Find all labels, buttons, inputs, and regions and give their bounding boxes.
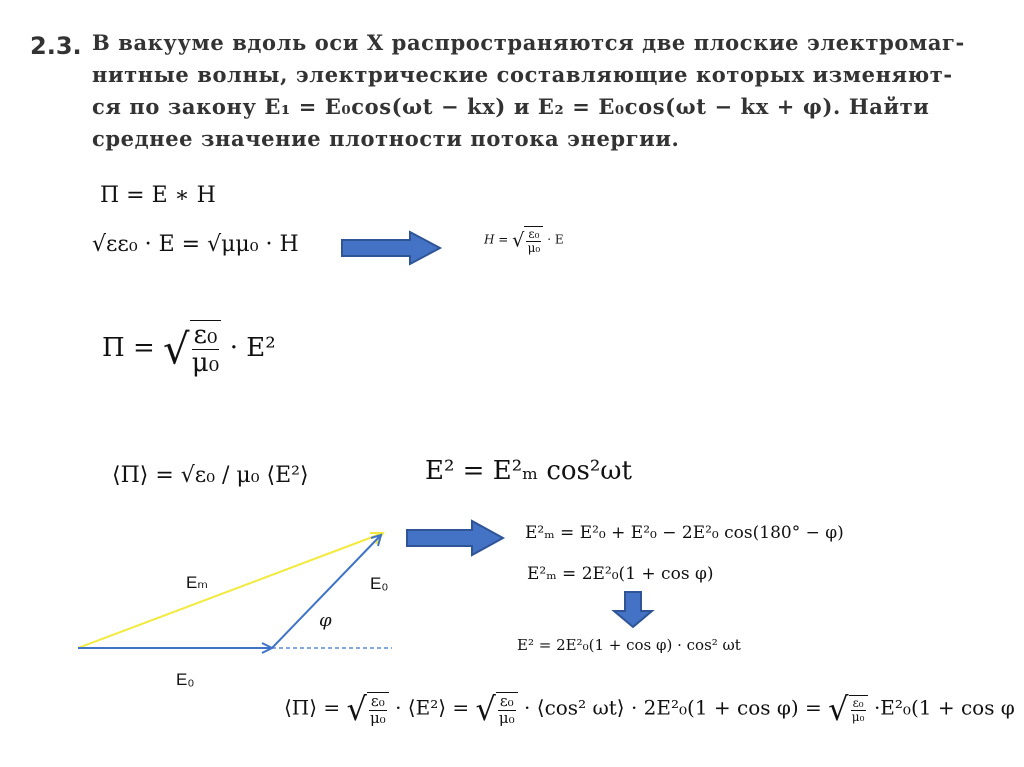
vector-e0-right-line — [272, 535, 381, 648]
equation-em-simplified: E²ₘ = 2E²₀(1 + cos φ) — [527, 564, 714, 584]
pi-frac-num: ε₀ — [193, 320, 218, 350]
final-frac3-num: ε₀ — [852, 696, 864, 711]
block-arrow-right-2 — [407, 521, 503, 555]
problem-line-3: ся по закону E₁ = E₀cos(ωt − kx) и E₂ = E₀cos(ωt − kx + φ). Найти — [92, 94, 930, 119]
h-sqrt: √ $\frac{\text{ε₀}}{\text{μ₀}}$ — [512, 226, 543, 254]
final-frac2-den: μ₀ — [498, 708, 515, 727]
equation-poynting: Π = E ∗ H — [100, 183, 216, 208]
problem-line-4: среднее значение плотности потока энергии. — [92, 126, 680, 151]
label-e0-bottom: E₀ — [176, 670, 195, 689]
problem-number: 2.3. — [30, 32, 82, 60]
pi-rhs: · E² — [229, 332, 276, 363]
final-frac1-num: ε₀ — [370, 691, 385, 710]
equation-average-pi: ⟨Π⟩ = √ε₀ / μ₀ ⟨E²⟩ — [112, 463, 309, 488]
final-sqrt-2: √ $\frac{\text{ε₀}}{\text{μ₀}}$ — [476, 690, 518, 728]
final-sqrt-3: √ $\frac{\text{ε₀}}{\text{μ₀}}$ — [828, 690, 867, 728]
pi-lhs: Π = — [102, 332, 155, 363]
h-frac-den: μ₀ — [527, 240, 541, 255]
equation-law-of-cosines: E²ₘ = E²₀ + E²₀ − 2E²₀ cos(180° − φ) — [525, 523, 844, 543]
final-lhs: ⟨Π⟩ = — [284, 695, 341, 720]
final-part1: · ⟨E²⟩ = — [395, 695, 470, 720]
final-frac2-num: ε₀ — [499, 691, 514, 710]
final-part3: ·E²₀(1 + cos φ — [873, 695, 1015, 720]
problem-line-2: нитные волны, электрические составляющие которых изменяют- — [92, 62, 953, 87]
label-phi: φ — [319, 610, 332, 631]
label-e0-right: E₀ — [370, 574, 389, 593]
final-frac1-den: μ₀ — [369, 708, 386, 727]
pi-sqrt: √ $\frac{\text{ε₀}}{\text{μ₀}}$ — [163, 320, 221, 378]
equation-e2-result: E² = 2E²₀(1 + cos φ) · cos² ωt — [517, 636, 741, 654]
pi-frac-den: μ₀ — [191, 348, 220, 379]
vector-em-line — [78, 533, 383, 648]
label-em: Eₘ — [186, 573, 208, 592]
block-arrow-down — [614, 592, 652, 627]
equation-impedance: √εε₀ · E = √μμ₀ · H — [92, 232, 299, 257]
problem-line-1: В вакууме вдоль оси X распространяются две плоские электромаг- — [92, 30, 965, 55]
final-part2: · ⟨cos² ωt⟩ · 2E²₀(1 + cos φ) = — [524, 695, 822, 720]
final-sqrt-1: √ $\frac{\text{ε₀}}{\text{μ₀}}$ — [347, 690, 389, 728]
final-frac3-den: μ₀ — [851, 709, 865, 724]
h-rhs: · E — [547, 232, 564, 247]
equation-e-squared: E² = E²ₘ cos²ωt — [425, 456, 632, 486]
block-arrow-right-1 — [342, 232, 440, 264]
h-frac-num: ε₀ — [528, 227, 540, 241]
h-lhs: H = — [484, 232, 509, 247]
